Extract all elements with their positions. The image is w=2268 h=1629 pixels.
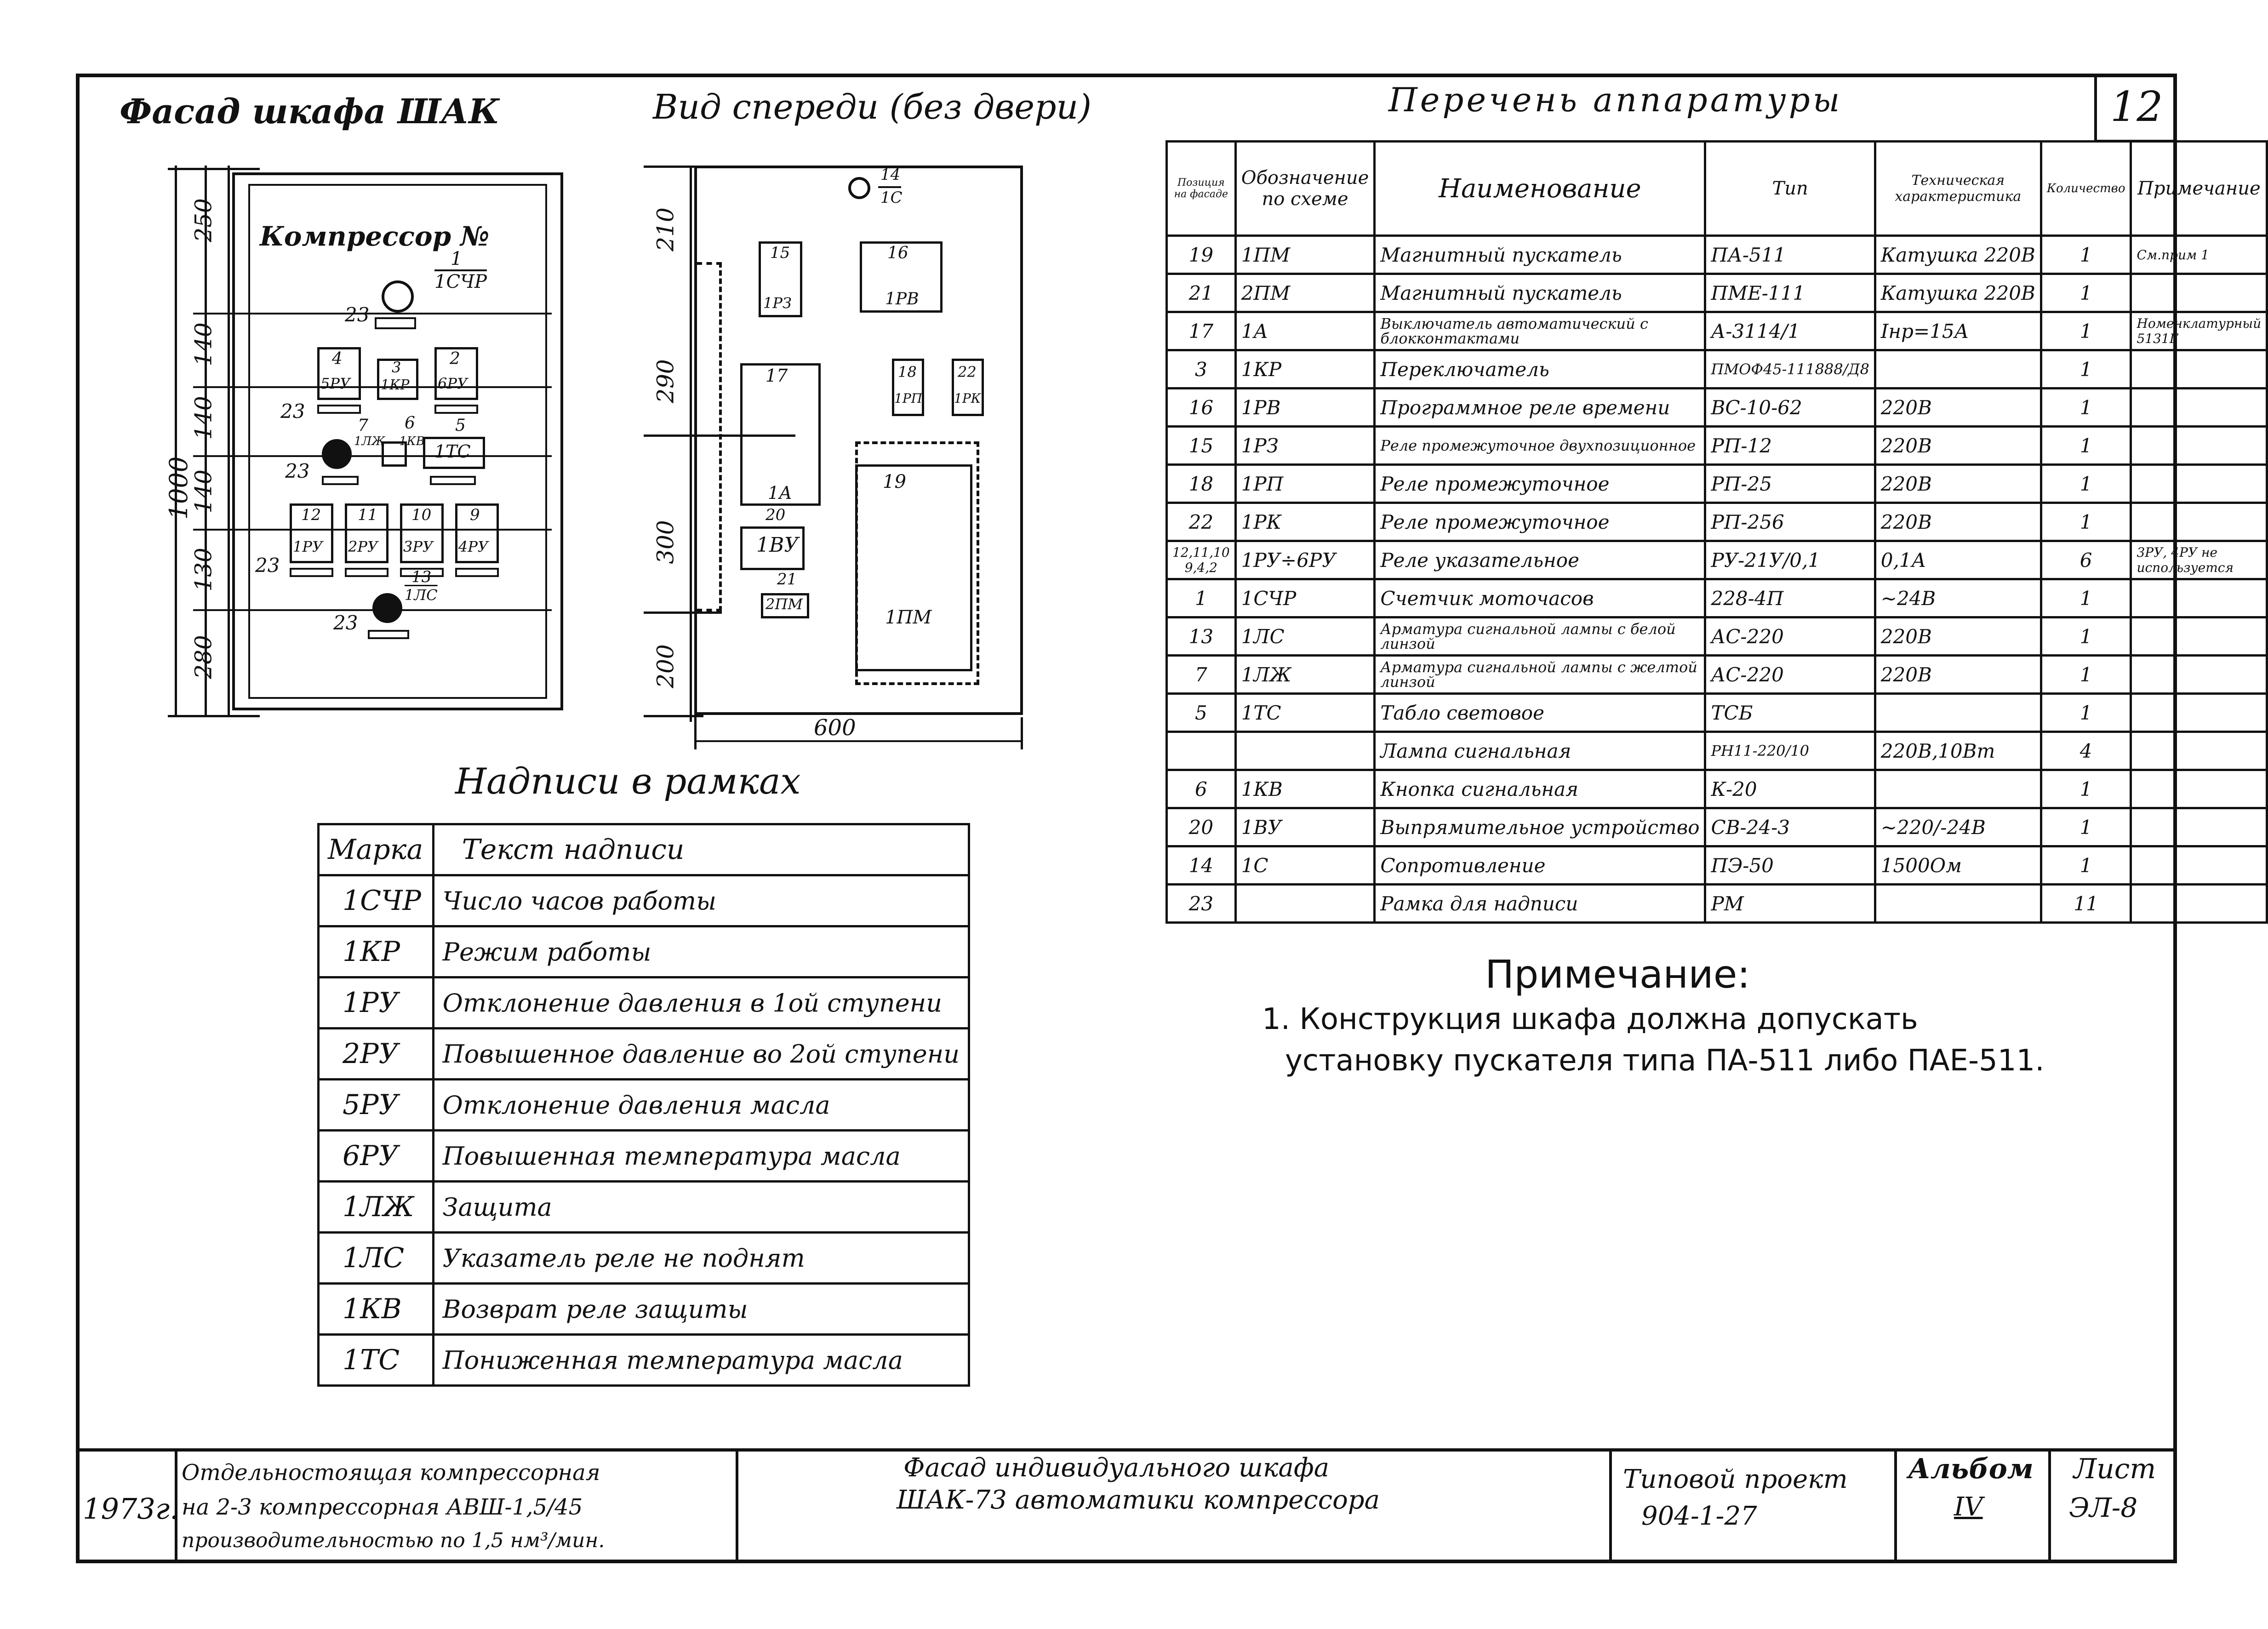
compressor-label: Компрессор № (260, 221, 490, 252)
apparatus-cell-spec: Iнр=15А (1875, 312, 2041, 350)
marks-cell-text: Повышенная температура масла (433, 1131, 969, 1182)
marks-cell-mark: 1КР (319, 926, 434, 977)
marks-row (319, 1080, 969, 1131)
apparatus-cell-type: К-20 (1705, 770, 1875, 808)
apparatus-row (1167, 274, 2267, 312)
dim-250: 250 (190, 198, 217, 242)
col-qty: Количество (2041, 142, 2131, 236)
marks-header-row (319, 824, 969, 875)
marks-cell-text: Число часов работы (433, 875, 969, 926)
apparatus-cell-position: 20 (1167, 808, 1236, 846)
apparatus-cell-spec (1875, 770, 2041, 808)
apparatus-cell-name: Программное реле времени (1375, 389, 1705, 427)
apparatus-cell-name: Выпрямительное устройство (1375, 808, 1705, 846)
apparatus-row (1167, 350, 2267, 389)
note-line-2: установку пускателя типа ПА-511 либо ПАЕ-511. (1285, 1044, 2045, 1078)
apparatus-cell-type: РП-256 (1705, 503, 1875, 541)
col-position: Позиция на фасаде (1167, 142, 1236, 236)
apparatus-cell-designation: 1ВУ (1235, 808, 1375, 846)
dim-280: 280 (190, 635, 217, 679)
apparatus-cell-designation: 1ЛЖ (1235, 656, 1375, 694)
apparatus-cell-name: Реле промежуточное (1375, 503, 1705, 541)
apparatus-cell-position (1167, 732, 1236, 770)
marks-row (319, 1233, 969, 1284)
apparatus-row (1167, 503, 2267, 541)
apparatus-row (1167, 312, 2267, 350)
apparatus-cell-note (2131, 885, 2267, 923)
marks-cell-text: Отклонение давления масла (433, 1080, 969, 1131)
apparatus-row (1167, 465, 2267, 503)
apparatus-cell-position: 5 (1167, 694, 1236, 732)
apparatus-cell-designation (1235, 885, 1375, 923)
front-view-title: Вид спереди (без двери) (653, 87, 1091, 127)
stamp-year: 1973г. (83, 1492, 179, 1526)
marks-row (319, 875, 969, 926)
apparatus-row (1167, 427, 2267, 465)
apparatus-cell-note (2131, 846, 2267, 885)
apparatus-cell-spec (1875, 694, 2041, 732)
marks-cell-mark: 1РУ (319, 977, 434, 1029)
dim-140a: 140 (190, 322, 217, 366)
apparatus-cell-spec: ~24В (1875, 579, 2041, 617)
apparatus-cell-type: 228-4П (1705, 579, 1875, 617)
apparatus-row (1167, 541, 2267, 579)
apparatus-cell-qty: 1 (2041, 236, 2131, 274)
apparatus-cell-type: ПА-511 (1705, 236, 1875, 274)
apparatus-cell-position: 15 (1167, 427, 1236, 465)
apparatus-cell-note: Номенклатурный 5131Г (2131, 312, 2267, 350)
apparatus-cell-qty: 11 (2041, 885, 2131, 923)
apparatus-row (1167, 236, 2267, 274)
white-lamp-icon (372, 593, 402, 623)
marks-title: Надписи в рамках (455, 761, 801, 802)
apparatus-cell-qty: 1 (2041, 694, 2131, 732)
apparatus-cell-name: Реле указательное (1375, 541, 1705, 579)
apparatus-cell-note (2131, 427, 2267, 465)
marks-row (319, 977, 969, 1029)
stamp-sheet-code: ЭЛ-8 (2069, 1492, 2138, 1523)
apparatus-cell-position: 18 (1167, 465, 1236, 503)
marks-cell-mark: 1ТС (319, 1335, 434, 1386)
apparatus-cell-qty: 1 (2041, 427, 2131, 465)
hour-counter-icon (382, 280, 414, 313)
dim-1000: 1000 (164, 456, 194, 520)
marks-row (319, 926, 969, 977)
apparatus-cell-type: ТСБ (1705, 694, 1875, 732)
marks-cell-text: Защита (433, 1182, 969, 1233)
col-note: Примечание (2131, 142, 2267, 236)
apparatus-cell-spec: 220В (1875, 656, 2041, 694)
apparatus-body (1167, 236, 2267, 923)
apparatus-cell-note: 3РУ, 4РУ не используется (2131, 541, 2267, 579)
apparatus-cell-designation (1235, 732, 1375, 770)
apparatus-cell-qty: 1 (2041, 465, 2131, 503)
apparatus-cell-designation: 1А (1235, 312, 1375, 350)
apparatus-cell-spec: 220В (1875, 427, 2041, 465)
apparatus-cell-note (2131, 350, 2267, 389)
apparatus-cell-qty: 1 (2041, 312, 2131, 350)
apparatus-cell-qty: 1 (2041, 656, 2131, 694)
stamp-object-1: Отдельностоящая компрессорная (182, 1460, 600, 1486)
marks-row (319, 1029, 969, 1080)
apparatus-cell-qty: 1 (2041, 808, 2131, 846)
apparatus-row (1167, 732, 2267, 770)
col-mark: Марка (319, 824, 434, 875)
marks-body (319, 875, 969, 1386)
marks-cell-text: Повышенное давление во 2ой ступени (433, 1029, 969, 1080)
marks-cell-text: Возврат реле защиты (433, 1284, 969, 1335)
apparatus-cell-qty: 1 (2041, 579, 2131, 617)
apparatus-cell-spec: Катушка 220В (1875, 236, 2041, 274)
apparatus-cell-qty: 1 (2041, 770, 2131, 808)
apparatus-header-row (1167, 142, 2267, 236)
apparatus-cell-designation: 1СЧР (1235, 579, 1375, 617)
apparatus-cell-note (2131, 732, 2267, 770)
apparatus-cell-qty: 1 (2041, 350, 2131, 389)
marks-row (319, 1182, 969, 1233)
apparatus-cell-qty: 1 (2041, 274, 2131, 312)
apparatus-cell-spec (1875, 885, 2041, 923)
apparatus-cell-qty: 1 (2041, 503, 2131, 541)
col-type: Тип (1705, 142, 1875, 236)
apparatus-cell-position: 16 (1167, 389, 1236, 427)
apparatus-cell-name: Магнитный пускатель (1375, 274, 1705, 312)
apparatus-cell-spec: 1500Ом (1875, 846, 2041, 885)
marks-cell-text: Пониженная температура масла (433, 1335, 969, 1386)
resistor-1c-icon (848, 177, 870, 199)
marks-row (319, 1335, 969, 1386)
apparatus-row (1167, 656, 2267, 694)
apparatus-cell-type: РМ (1705, 885, 1875, 923)
apparatus-cell-type: ПМОФ45-111888/Д8 (1705, 350, 1875, 389)
apparatus-cell-position: 6 (1167, 770, 1236, 808)
apparatus-cell-designation: 1РК (1235, 503, 1375, 541)
col-name: Наименование (1375, 142, 1705, 236)
apparatus-cell-designation: 1РП (1235, 465, 1375, 503)
apparatus-cell-note (2131, 465, 2267, 503)
marks-table (317, 823, 970, 1387)
marks-cell-mark: 1СЧР (319, 875, 434, 926)
apparatus-cell-designation: 1С (1235, 846, 1375, 885)
apparatus-row (1167, 885, 2267, 923)
apparatus-cell-spec: 220В (1875, 503, 2041, 541)
marks-row (319, 1284, 969, 1335)
marks-cell-mark: 1ЛЖ (319, 1182, 434, 1233)
apparatus-cell-designation: 1РУ÷6РУ (1235, 541, 1375, 579)
apparatus-cell-type: ПМЕ-111 (1705, 274, 1875, 312)
stamp-album-number: IV (1954, 1492, 1983, 1522)
apparatus-cell-name: Арматура сигнальной лампы с белой линзой (1375, 617, 1705, 656)
apparatus-cell-type: РП-12 (1705, 427, 1875, 465)
apparatus-row (1167, 770, 2267, 808)
stamp-object-3: производительностью по 1,5 нм³/мин. (182, 1529, 605, 1552)
apparatus-cell-position: 19 (1167, 236, 1236, 274)
marks-row (319, 1131, 969, 1182)
apparatus-cell-note: См.прим 1 (2131, 236, 2267, 274)
apparatus-cell-name: Кнопка сигнальная (1375, 770, 1705, 808)
marks-cell-text: Отклонение давления в 1ой ступени (433, 977, 969, 1029)
note-title: Примечание: (1485, 952, 1750, 997)
dim-130: 130 (190, 548, 217, 592)
apparatus-cell-name: Выключатель автоматический с блокконтактами (1375, 312, 1705, 350)
apparatus-cell-qty: 1 (2041, 389, 2131, 427)
apparatus-cell-spec: 0,1А (1875, 541, 2041, 579)
apparatus-cell-note (2131, 503, 2267, 541)
apparatus-cell-spec (1875, 350, 2041, 389)
apparatus-cell-type: ПЭ-50 (1705, 846, 1875, 885)
apparatus-cell-type: А-3114/1 (1705, 312, 1875, 350)
stamp-album-label: Альбом (1908, 1453, 2034, 1485)
apparatus-cell-note (2131, 579, 2267, 617)
apparatus-cell-name: Табло световое (1375, 694, 1705, 732)
apparatus-cell-type: АС-220 (1705, 656, 1875, 694)
apparatus-cell-designation: 1РЗ (1235, 427, 1375, 465)
stamp-sheet-label: Лист (2074, 1453, 2156, 1485)
marks-cell-mark: 1ЛС (319, 1233, 434, 1284)
apparatus-cell-position: 1 (1167, 579, 1236, 617)
starter-1pm (855, 464, 972, 671)
col-spec: Техническая характеристика (1875, 142, 2041, 236)
stamp-object-2: на 2-3 компрессорная АВШ-1,5/45 (182, 1494, 583, 1520)
apparatus-cell-position: 13 (1167, 617, 1236, 656)
sheet-number: 12 (2110, 83, 2163, 131)
marks-cell-mark: 5РУ (319, 1080, 434, 1131)
apparatus-cell-name: Счетчик моточасов (1375, 579, 1705, 617)
apparatus-cell-spec: Катушка 220В (1875, 274, 2041, 312)
apparatus-cell-designation: 2ПМ (1235, 274, 1375, 312)
apparatus-cell-type: РП-25 (1705, 465, 1875, 503)
apparatus-cell-note (2131, 770, 2267, 808)
apparatus-cell-designation: 1КР (1235, 350, 1375, 389)
apparatus-cell-note (2131, 656, 2267, 694)
apparatus-cell-position: 22 (1167, 503, 1236, 541)
apparatus-row (1167, 694, 2267, 732)
apparatus-cell-spec: 220В (1875, 617, 2041, 656)
apparatus-cell-name: Переключатель (1375, 350, 1705, 389)
apparatus-cell-qty: 4 (2041, 732, 2131, 770)
apparatus-cell-note (2131, 617, 2267, 656)
apparatus-cell-qty: 6 (2041, 541, 2131, 579)
apparatus-row (1167, 579, 2267, 617)
apparatus-cell-name: Реле промежуточное двухпозиционное (1375, 427, 1705, 465)
apparatus-cell-qty: 1 (2041, 846, 2131, 885)
apparatus-cell-position: 21 (1167, 274, 1236, 312)
apparatus-cell-note (2131, 694, 2267, 732)
stamp-title-2: ШАК-73 автоматики компрессора (897, 1485, 1380, 1515)
apparatus-cell-position: 14 (1167, 846, 1236, 885)
apparatus-cell-type: ВС-10-62 (1705, 389, 1875, 427)
apparatus-cell-spec: 220В (1875, 389, 2041, 427)
apparatus-cell-spec: ~220/-24В (1875, 808, 2041, 846)
apparatus-cell-designation: 1ТС (1235, 694, 1375, 732)
stamp-title-1: Фасад индивидуального шкафа (903, 1453, 1330, 1483)
apparatus-cell-type: РУ-21У/0,1 (1705, 541, 1875, 579)
apparatus-cell-designation: 1ПМ (1235, 236, 1375, 274)
apparatus-cell-qty: 1 (2041, 617, 2131, 656)
marks-cell-mark: 6РУ (319, 1131, 434, 1182)
apparatus-cell-note (2131, 389, 2267, 427)
marks-cell-mark: 1КВ (319, 1284, 434, 1335)
apparatus-cell-name: Реле промежуточное (1375, 465, 1705, 503)
apparatus-cell-position: 3 (1167, 350, 1236, 389)
apparatus-cell-name: Магнитный пускатель (1375, 236, 1705, 274)
apparatus-row (1167, 808, 2267, 846)
apparatus-cell-note (2131, 808, 2267, 846)
apparatus-cell-name: Лампа сигнальная (1375, 732, 1705, 770)
apparatus-cell-type: АС-220 (1705, 617, 1875, 656)
apparatus-list-title: Перечень аппаратуры (1388, 80, 1843, 119)
col-designation: Обозначение по схеме (1235, 142, 1375, 236)
dim-140c: 140 (190, 469, 217, 514)
apparatus-row (1167, 617, 2267, 656)
apparatus-cell-note (2131, 274, 2267, 312)
apparatus-cell-name: Арматура сигнальной лампы с желтой линзой (1375, 656, 1705, 694)
apparatus-cell-type: СВ-24-3 (1705, 808, 1875, 846)
width-dim: 600 (814, 715, 856, 741)
apparatus-cell-designation: 1КВ (1235, 770, 1375, 808)
yellow-lamp-icon (322, 439, 352, 469)
apparatus-cell-spec: 220В (1875, 465, 2041, 503)
marks-cell-text: Указатель реле не поднят (433, 1233, 969, 1284)
col-text: Текст надписи (433, 824, 969, 875)
dim-140b: 140 (190, 396, 217, 440)
apparatus-cell-name: Рамка для надписи (1375, 885, 1705, 923)
apparatus-cell-position: 17 (1167, 312, 1236, 350)
marks-cell-text: Режим работы (433, 926, 969, 977)
marks-cell-mark: 2РУ (319, 1029, 434, 1080)
apparatus-cell-position: 23 (1167, 885, 1236, 923)
stamp-project-number: 904-1-27 (1641, 1501, 1757, 1531)
apparatus-row (1167, 389, 2267, 427)
note-line-1: 1. Конструкция шкафа должна допускать (1262, 1002, 1918, 1036)
apparatus-cell-designation: 1ЛС (1235, 617, 1375, 656)
apparatus-cell-position: 12,11,10 9,4,2 (1167, 541, 1236, 579)
apparatus-cell-type: РН11-220/10 (1705, 732, 1875, 770)
apparatus-cell-designation: 1РВ (1235, 389, 1375, 427)
apparatus-cell-spec: 220В,10Вт (1875, 732, 2041, 770)
apparatus-row (1167, 846, 2267, 885)
apparatus-table (1165, 140, 2268, 924)
facade-title: Фасад шкафа ШАК (120, 92, 500, 131)
apparatus-cell-position: 7 (1167, 656, 1236, 694)
apparatus-cell-name: Сопротивление (1375, 846, 1705, 885)
stamp-project-label: Типовой проект (1623, 1464, 1848, 1494)
